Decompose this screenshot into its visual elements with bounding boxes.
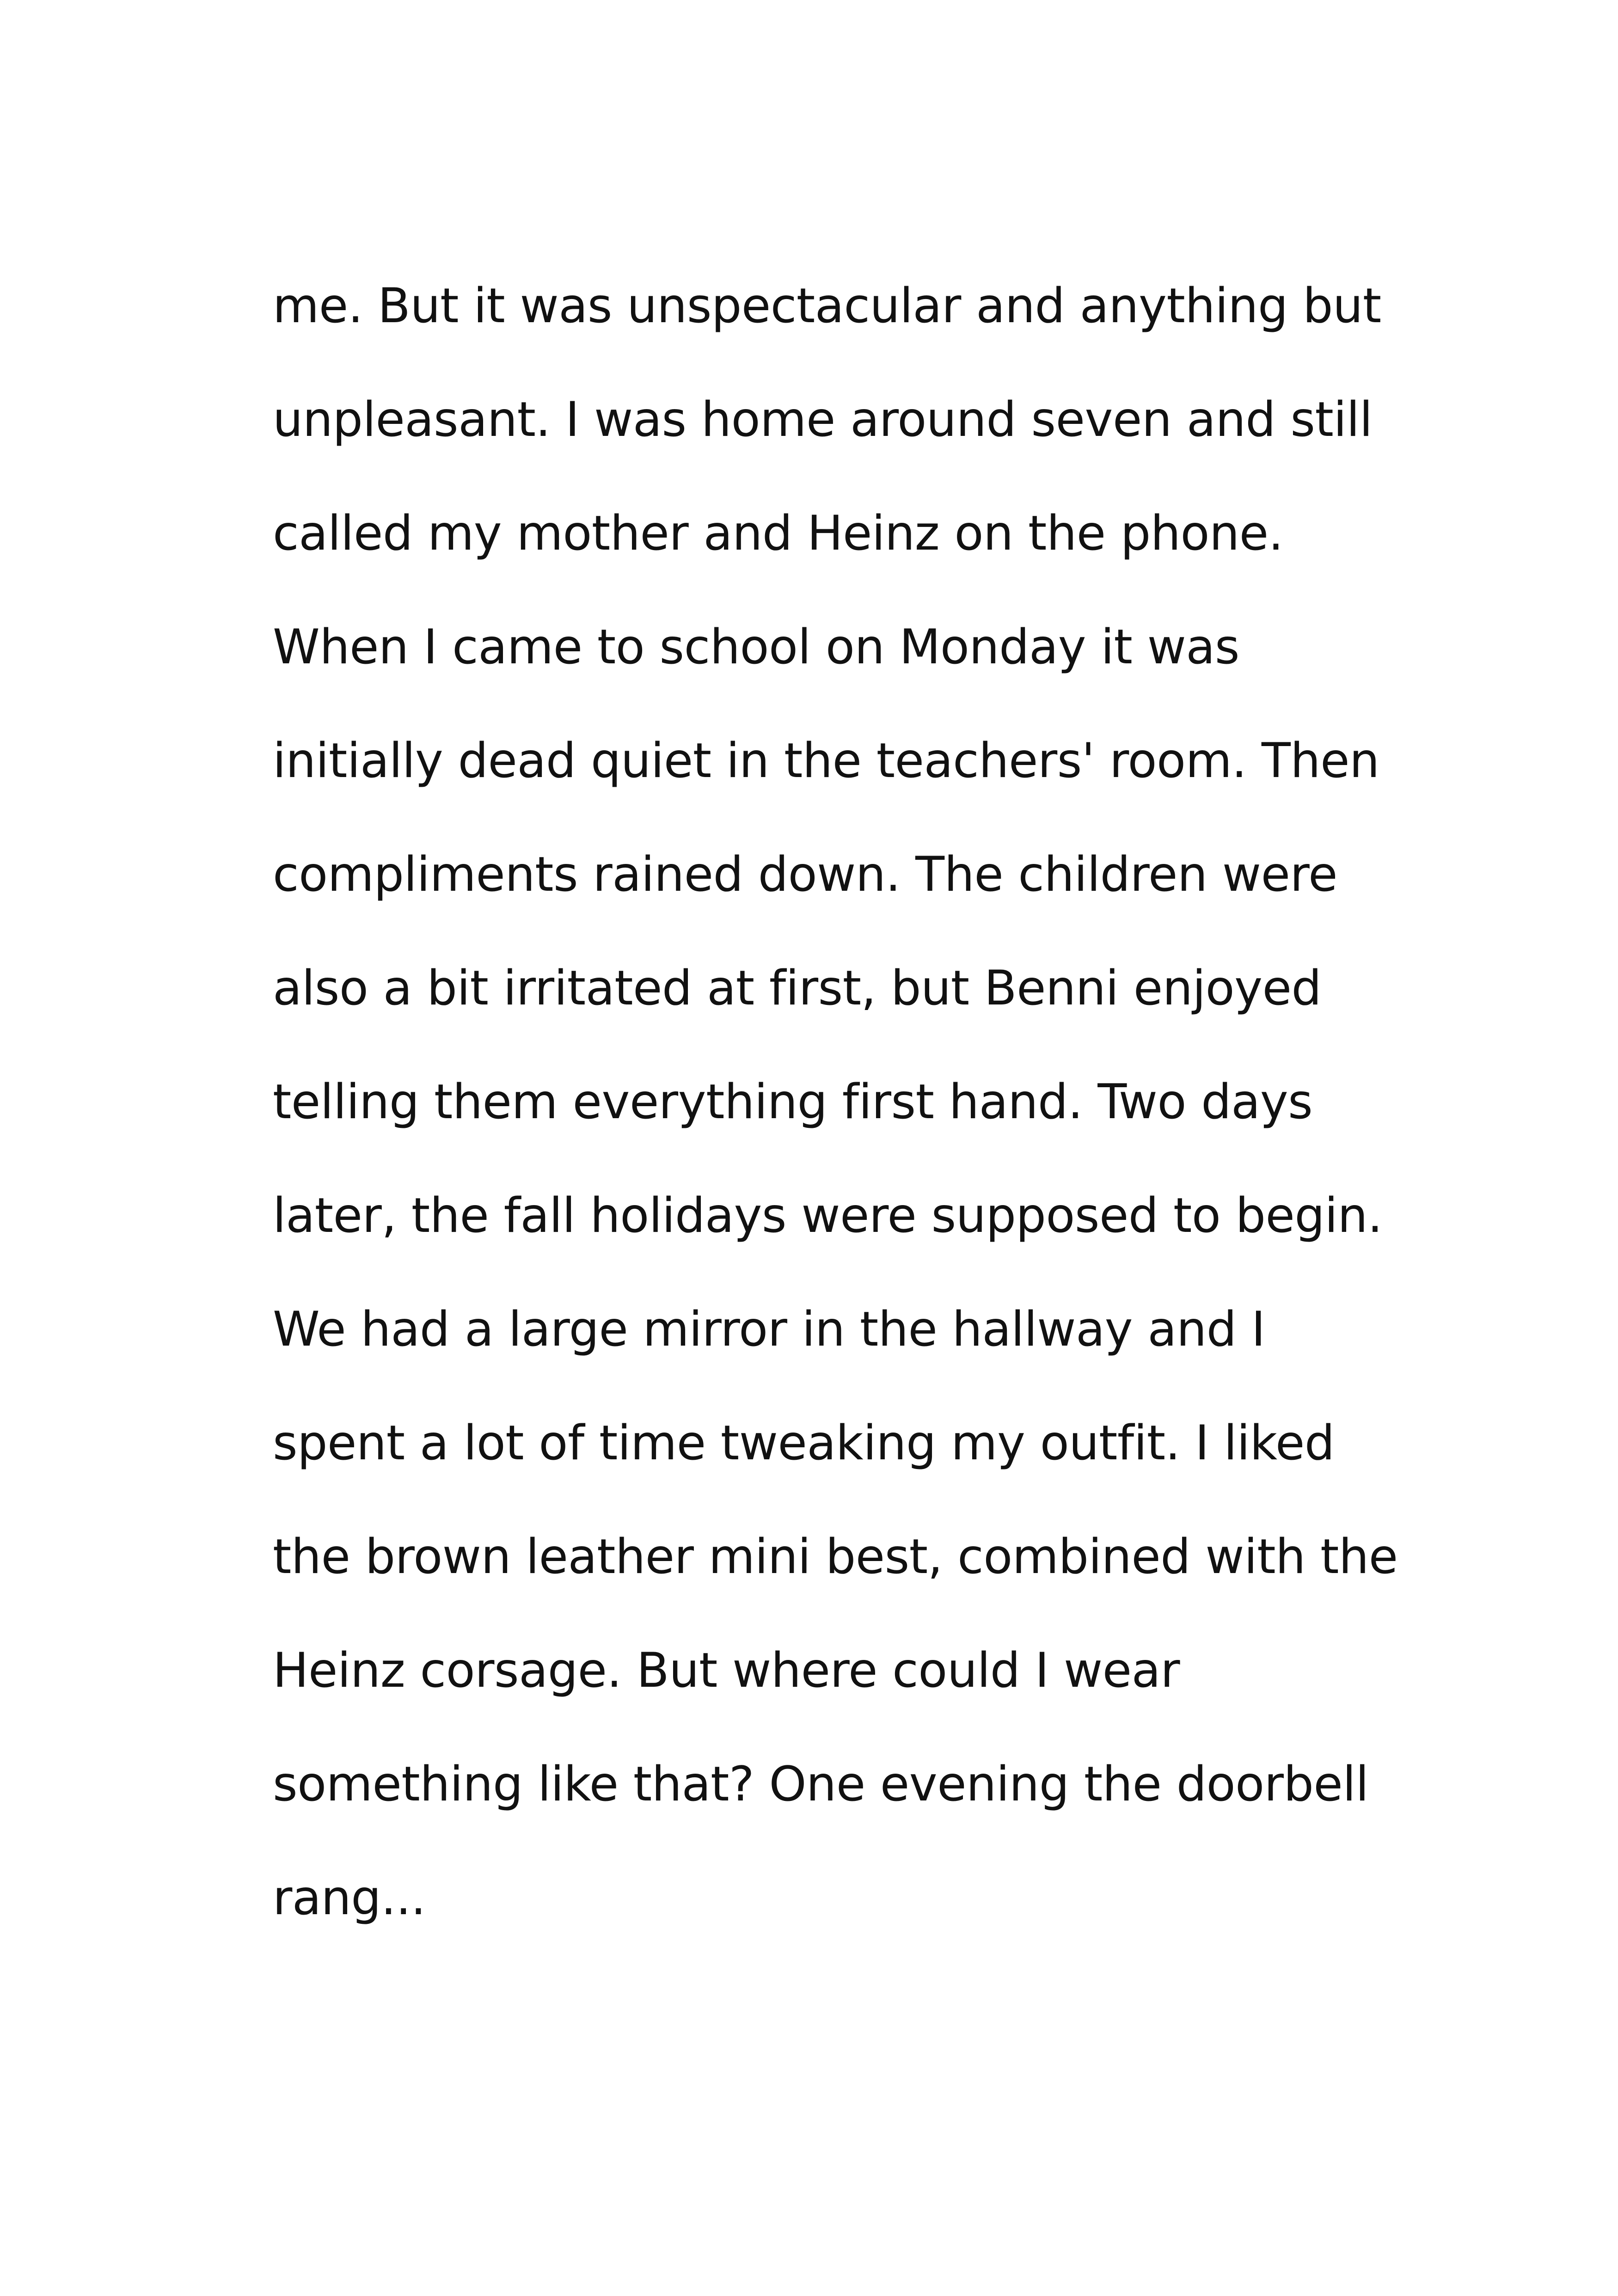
text-line: unpleasant. I was home around seven and still bbox=[273, 392, 1373, 447]
text-line: initially dead quiet in the teachers' room. Then bbox=[273, 733, 1379, 789]
body-text bbox=[273, 259, 1405, 1965]
text-line: compliments rained down. The children were bbox=[273, 847, 1337, 902]
text-line: When I came to school on Monday it was bbox=[273, 619, 1240, 675]
text-line: We had a large mirror in the hallway and I bbox=[273, 1302, 1265, 1357]
text-line: called my mother and Heinz on the phone. bbox=[273, 506, 1283, 561]
text-line: later, the fall holidays were supposed to begin. bbox=[273, 1188, 1383, 1243]
text-line: telling them everything first hand. Two days bbox=[273, 1074, 1313, 1130]
text-line: me. But it was unspectacular and anything but bbox=[273, 278, 1381, 334]
text-line: Heinz corsage. But where could I wear bbox=[273, 1643, 1180, 1698]
text-line: rang... bbox=[273, 1870, 426, 1926]
text-line: the brown leather mini best, combined with the bbox=[273, 1529, 1398, 1585]
text-line: spent a lot of time tweaking my outfit. I liked bbox=[273, 1415, 1335, 1471]
text-line: also a bit irritated at first, but Benni enjoyed bbox=[273, 961, 1322, 1016]
text-line: something like that? One evening the doorbell bbox=[273, 1757, 1369, 1812]
